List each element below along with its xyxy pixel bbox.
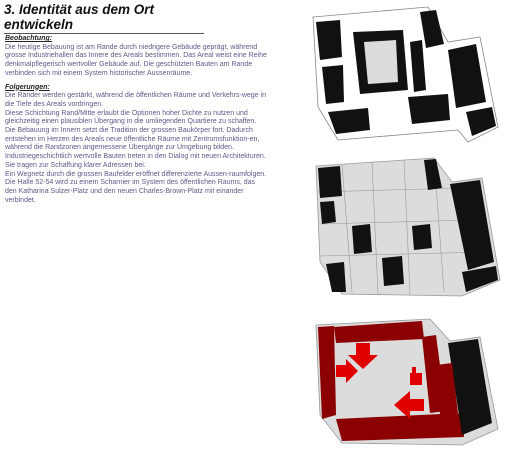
- folgerungen-paragraph: Diese Schichtung Rand/Mitte erlaubt die Optionen hoher Dichte zu nutzen und gleichzeitig einen plausiblen Übergang in die umliegenden Quartiere zu schaffen.: [5, 109, 257, 126]
- site-plan-concept: [312, 315, 508, 448]
- site-plan-existing: [308, 2, 508, 147]
- folgerungen-paragraph: Die Halle 52-54 wird zu einem Scharnier im System des öffentlichen Raums, das den Katharina Sulzer-Platz und den neuen Charles-Brown-Platz mit einander verbindet.: [5, 179, 256, 204]
- folgerungen-paragraph: Ein Wegnetz durch die grossen Baufelder eröffnet differenzierte Aussen-raumfolgen.: [5, 170, 267, 178]
- folgerungen-heading: Folgerungen:: [5, 83, 50, 91]
- beobachtung-text: Die heutige Bebauung ist am Rande durch niedrigere Gebäude geprägt, während grosse Industriehallen das Innere des Areals bestimmen. Das Areal weist eine Reihe denkmalpflegerisch wertvoller Gebäude auf. Die geschützten Bauten am Rande verbinden sich mit einem System historischer Aussenräume.: [5, 43, 267, 77]
- page-title: 3. Identität aus dem Ort entwickeln: [4, 2, 204, 34]
- folgerungen-paragraph: Die Ränder werden gestärkt, während die öffentlichen Räume und Verkehrs-wege in die Tiefe des Areals vordringen.: [5, 92, 266, 108]
- beobachtung-heading: Beobachtung:: [5, 35, 53, 42]
- site-plan-figure-ground: [312, 152, 508, 302]
- folgerungen-paragraph: Industriegeschichtlich wertvolle Bauten treten in den Dialog mit neuen Architekturen. Sie tragen zur Schaffung klarer Adressen bei.: [5, 153, 266, 169]
- text-column: [5, 35, 267, 205]
- folgerungen-paragraph: Die Bebauung im Innern setzt die Tradition der grossen Baukörper fort. Dadurch entstehen im Herzen des Areals neue öffentliche Räume mit Zentrumsfunktion-en, während die Randzonen angemessene Übergänge zur Umgebung bilden.: [5, 127, 260, 152]
